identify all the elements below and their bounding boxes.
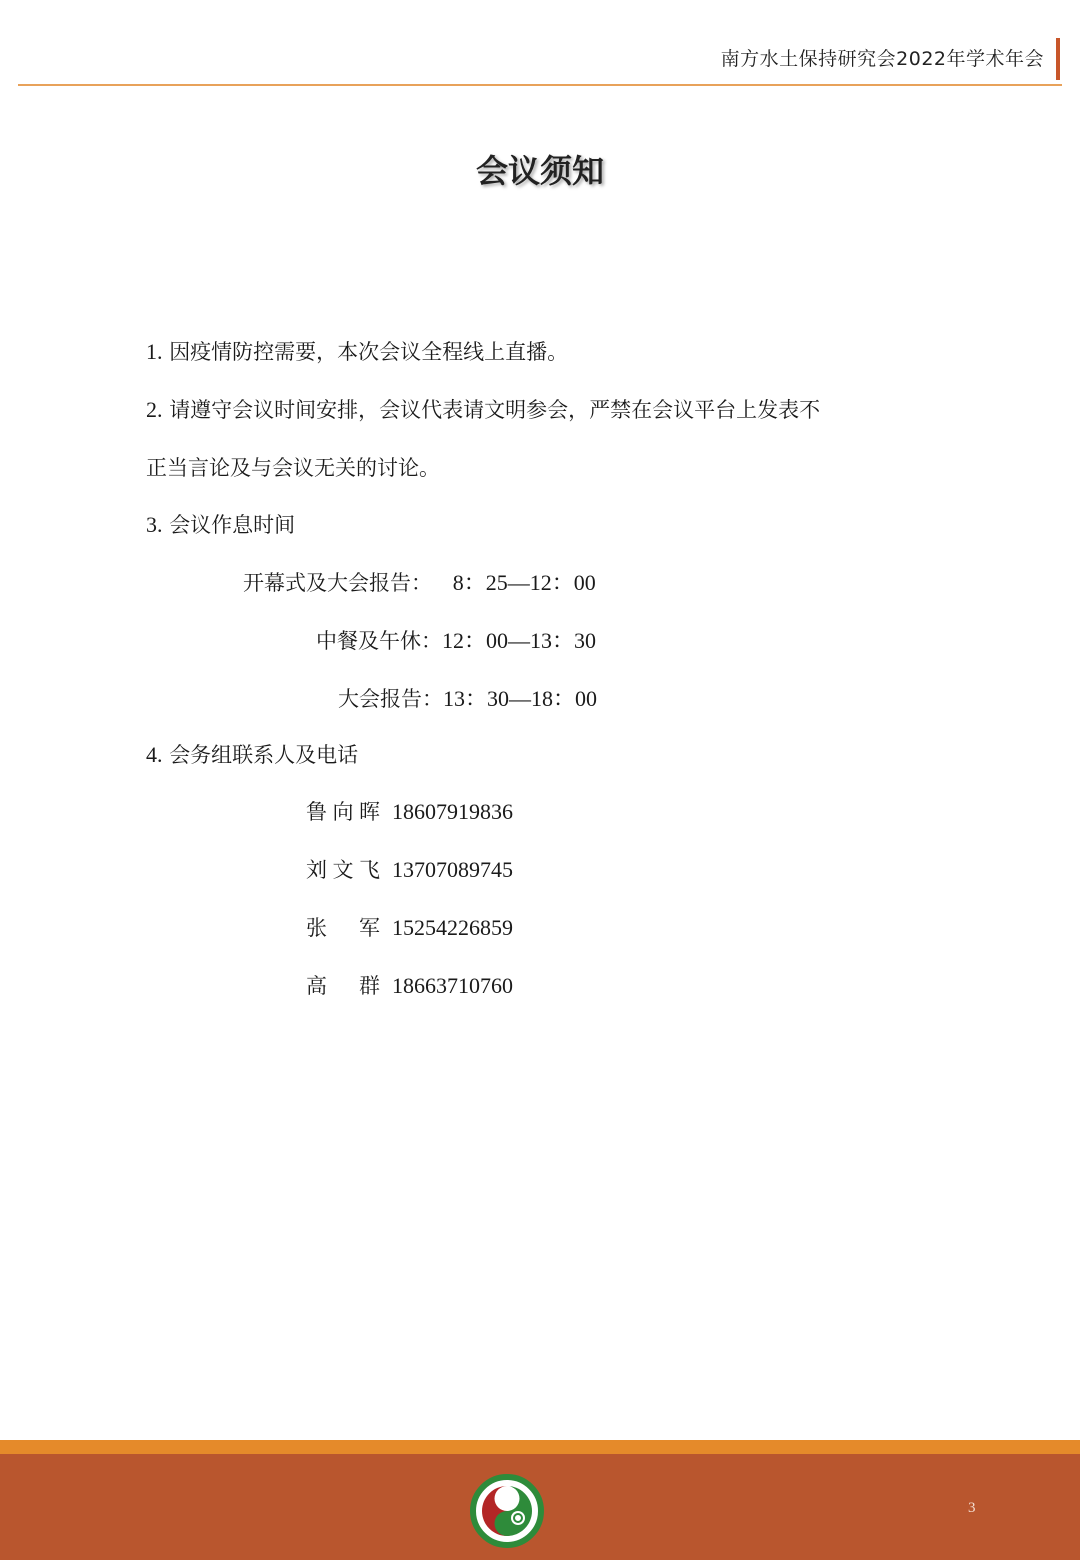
item-text: 会务组联系人及电话 (169, 743, 359, 767)
schedule-label: 大会报告： (338, 687, 443, 711)
contact-name: 鲁向晖 (306, 800, 380, 824)
contact-phone: 15254226859 (392, 915, 513, 940)
schedule-label: 中餐及午休： (316, 629, 442, 653)
contact-phone: 18607919836 (392, 799, 513, 824)
item-number: 4. (146, 742, 163, 767)
page-number: 3 (968, 1500, 976, 1516)
contact-name: 张军 (306, 916, 380, 940)
notice-item-4 (146, 739, 358, 769)
schedule-time: 8：25—12：00 (452, 570, 596, 595)
header-divider (18, 84, 1062, 86)
contact-phone: 13707089745 (392, 857, 513, 882)
item-text: 会议作息时间 (169, 513, 296, 537)
contact-row (306, 854, 513, 884)
contact-row (306, 970, 513, 1000)
schedule-time: 12：00—13：30 (442, 628, 597, 653)
contact-row (306, 912, 513, 942)
contact-name: 刘文飞 (306, 858, 380, 882)
notice-item-3 (146, 509, 295, 539)
header-title: 南方水土保持研究会2022年学术年会 (720, 48, 1044, 70)
contact-name: 高群 (306, 974, 380, 998)
item-text: 请遵守会议时间安排，会议代表请文明参会，严禁在会议平台上发表不 (169, 398, 821, 422)
notice-item-2 (146, 394, 820, 424)
schedule-time: 13：30—18：00 (443, 686, 598, 711)
schedule-row (316, 624, 596, 655)
item-number: 1. (146, 339, 163, 364)
document-title: 会议须知 (475, 152, 604, 190)
item-text: 因疫情防控需要，本次会议全程线上直播。 (169, 340, 569, 364)
header-accent-bar (1056, 38, 1060, 80)
notice-item-2-continued: 正当言论及与会议无关的讨论。 (146, 456, 440, 480)
item-number: 3. (146, 512, 163, 537)
notice-item-1 (146, 336, 568, 366)
schedule-label: 开幕式及大会报告： (243, 571, 432, 595)
schedule-row (338, 682, 597, 713)
contact-row (306, 796, 513, 826)
item-number: 2. (146, 397, 163, 422)
contact-phone: 18663710760 (392, 973, 513, 998)
footer-stripe (0, 1440, 1080, 1454)
schedule-row (243, 566, 596, 597)
society-logo-icon (470, 1474, 544, 1548)
